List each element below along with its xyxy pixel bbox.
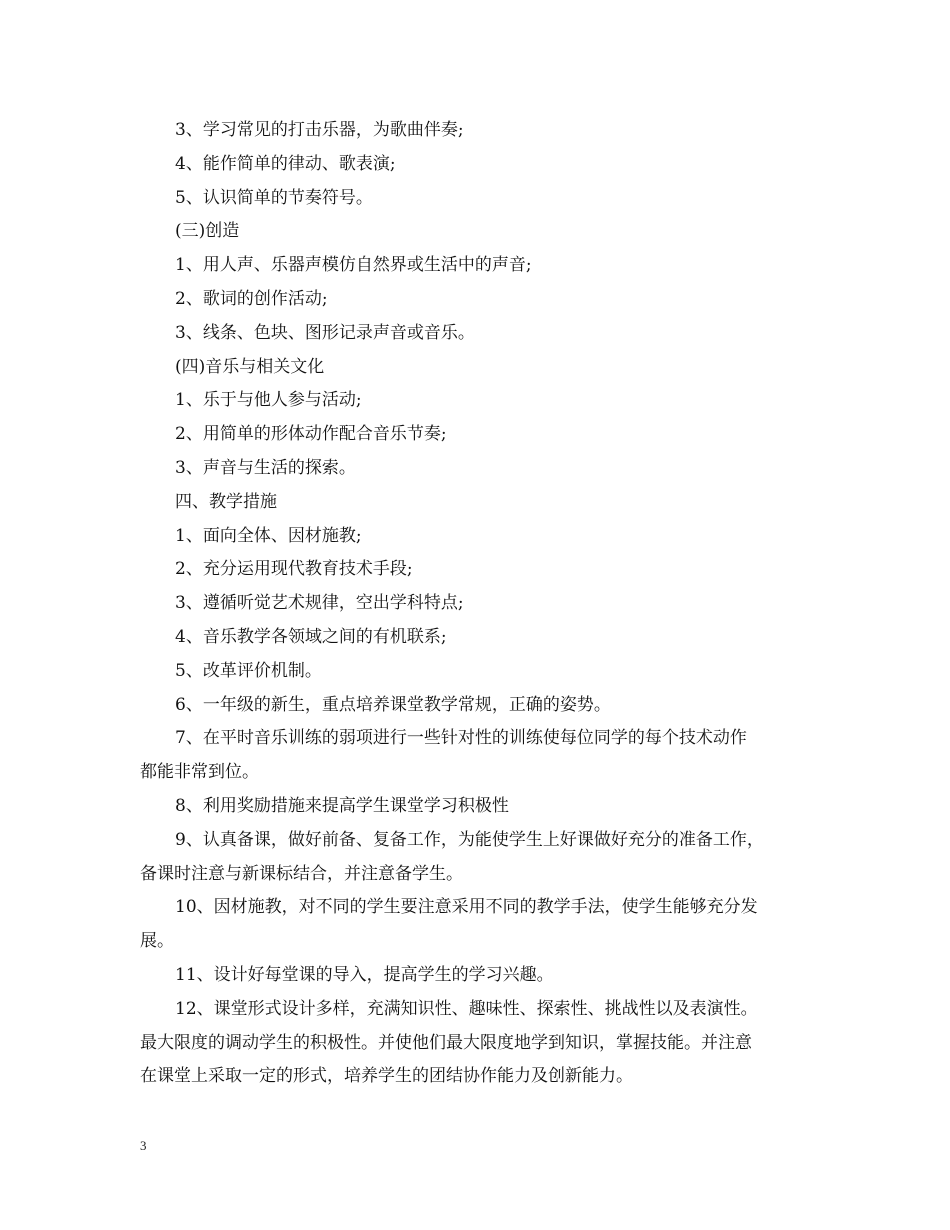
text-line: 2、用简单的形体动作配合音乐节奏; bbox=[175, 424, 447, 445]
text-line: 5、改革评价机制。 bbox=[175, 660, 322, 681]
text-line: 3、声音与生活的探索。 bbox=[175, 457, 356, 478]
text-line: 5、认识简单的节奏符号。 bbox=[175, 187, 373, 208]
text-line: 12、课堂形式设计多样，充满知识性、趣味性、探索性、挑战性以及表演性。 bbox=[175, 998, 758, 1019]
text-line: 9、认真备课，做好前备、复备工作，为能使学生上好课做好充分的准备工作， bbox=[175, 829, 764, 850]
page-number: 3 bbox=[140, 1138, 147, 1153]
text-line: 3、学习常见的打击乐器，为歌曲伴奏; bbox=[175, 120, 464, 140]
text-line: 11、设计好每堂课的导入，提高学生的学习兴趣。 bbox=[175, 964, 554, 985]
text-line: 7、在平时音乐训练的弱项进行一些针对性的训练使每位同学的每个技术动作 bbox=[175, 728, 747, 749]
text-line: 8、利用奖励措施来提高学生课堂学习积极性 bbox=[175, 795, 509, 816]
text-line: 展。 bbox=[140, 931, 174, 952]
text-line: 1、乐于与他人参与活动; bbox=[175, 390, 362, 411]
text-line: 3、遵循听觉艺术规律，空出学科特点; bbox=[175, 593, 464, 614]
section-heading: 四、教学措施 bbox=[175, 491, 277, 512]
section-heading: (四)音乐与相关文化 bbox=[175, 356, 325, 377]
text-line: 2、歌词的创作活动; bbox=[175, 288, 328, 309]
text-line: 6、一年级的新生，重点培养课堂教学常规，正确的姿势。 bbox=[175, 694, 611, 715]
text-line: 4、音乐教学各领域之间的有机联系; bbox=[175, 626, 447, 647]
text-line: 1、用人声、乐器声模仿自然界或生活中的声音; bbox=[175, 255, 532, 276]
section-heading: (三)创造 bbox=[175, 221, 240, 242]
text-line: 4、能作简单的律动、歌表演; bbox=[175, 153, 396, 174]
text-line: 在课堂上采取一定的形式，培养学生的团结协作能力及创新能力。 bbox=[140, 1066, 633, 1087]
text-line: 2、充分运用现代教育技术手段; bbox=[175, 559, 413, 580]
text-line: 都能非常到位。 bbox=[140, 762, 259, 783]
text-line: 3、线条、色块、图形记录声音或音乐。 bbox=[175, 322, 475, 343]
document-body bbox=[140, 114, 812, 1094]
text-line: 1、面向全体、因材施教; bbox=[175, 525, 362, 546]
text-line: 最大限度的调动学生的积极性。并使他们最大限度地学到知识，掌握技能。并注意 bbox=[140, 1032, 752, 1053]
text-line: 备课时注意与新课标结合，并注意备学生。 bbox=[140, 863, 463, 884]
text-line: 10、因材施教，对不同的学生要注意采用不同的教学手法，使学生能够充分发 bbox=[175, 897, 758, 918]
